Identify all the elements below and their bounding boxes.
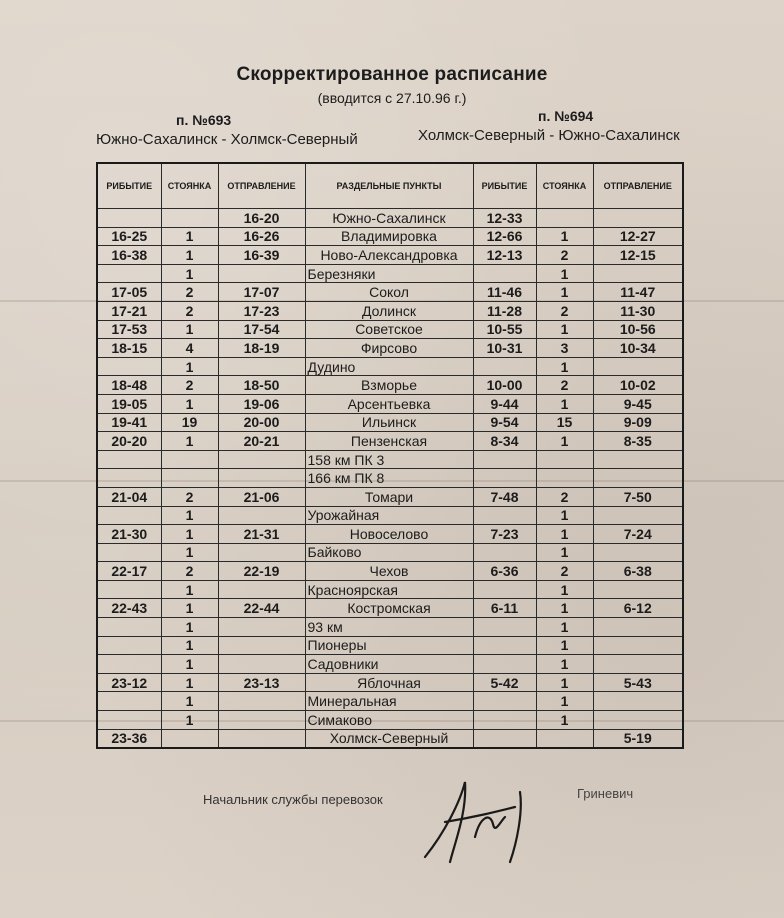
table-row [97,469,683,488]
time-cell [473,729,536,748]
time-cell: 2 [536,376,593,395]
station-cell: Взморье [305,376,473,395]
time-cell: 11-46 [473,283,536,302]
time-cell: 21-06 [218,487,305,506]
time-cell: 1 [536,692,593,711]
document-title: Скорректированное расписание [236,64,548,85]
time-cell: 7-50 [593,487,683,506]
document-subtitle: (вводится с 27.10.96 г.) [317,90,467,106]
time-cell: 1 [161,357,218,376]
time-cell: 4 [161,339,218,358]
station-cell: Арсентьевка [305,394,473,413]
time-cell: 1 [536,394,593,413]
station-cell: Южно-Сахалинск [305,209,473,228]
time-cell: 1 [536,636,593,655]
time-cell: 1 [161,711,218,730]
time-cell [593,469,683,488]
time-cell: 1 [161,618,218,637]
time-cell [97,692,161,711]
time-cell: 22-43 [97,599,161,618]
station-cell: Холмск-Северный [305,729,473,748]
time-cell [218,450,305,469]
table-row [97,711,683,730]
time-cell: 2 [536,246,593,265]
table-row [97,580,683,599]
column-header: ОТПРАВЛЕНИЕ [593,163,683,209]
table-row [97,394,683,413]
table-row [97,320,683,339]
time-cell [218,655,305,674]
time-cell: 10-34 [593,339,683,358]
time-cell: 1 [161,636,218,655]
time-cell [536,450,593,469]
time-cell: 1 [161,227,218,246]
time-cell: 19-05 [97,394,161,413]
time-cell: 1 [161,320,218,339]
time-cell: 17-07 [218,283,305,302]
time-cell [218,506,305,525]
table-row [97,283,683,302]
time-cell: 17-54 [218,320,305,339]
chief-label: Начальник службы перевозок [203,792,383,807]
time-cell: 17-23 [218,301,305,320]
time-cell: 1 [161,394,218,413]
table-row [97,339,683,358]
station-cell: Пензенская [305,432,473,451]
time-cell: 1 [161,580,218,599]
time-cell: 22-19 [218,562,305,581]
station-cell: 166 км ПК 8 [305,469,473,488]
time-cell: 1 [536,599,593,618]
time-cell: 1 [161,246,218,265]
time-cell: 10-00 [473,376,536,395]
route-right: Холмск-Северный - Южно-Сахалинск [418,127,680,144]
time-cell [218,580,305,599]
station-cell: Садовники [305,655,473,674]
table-row [97,506,683,525]
time-cell: 1 [536,673,593,692]
station-cell: Долинск [305,301,473,320]
time-cell [97,209,161,228]
time-cell [161,209,218,228]
time-cell [593,711,683,730]
time-cell [218,543,305,562]
table-row [97,636,683,655]
station-cell: Владимировка [305,227,473,246]
time-cell [473,357,536,376]
table-row [97,673,683,692]
time-cell: 9-44 [473,394,536,413]
time-cell [218,469,305,488]
time-cell: 1 [161,692,218,711]
time-cell: 1 [161,543,218,562]
time-cell: 7-23 [473,525,536,544]
time-cell: 1 [161,506,218,525]
time-cell: 18-15 [97,339,161,358]
time-cell: 19-06 [218,394,305,413]
time-cell [473,580,536,599]
time-cell: 18-19 [218,339,305,358]
station-cell: Байково [305,543,473,562]
time-cell: 23-36 [97,729,161,748]
time-cell [218,357,305,376]
table-row [97,357,683,376]
time-cell: 9-54 [473,413,536,432]
table-row [97,729,683,748]
time-cell: 20-21 [218,432,305,451]
time-cell: 1 [536,264,593,283]
station-cell: Советское [305,320,473,339]
time-cell: 15 [536,413,593,432]
table-row [97,525,683,544]
time-cell [218,636,305,655]
time-cell [218,692,305,711]
time-cell [536,209,593,228]
table-row [97,264,683,283]
time-cell [473,450,536,469]
time-cell: 1 [536,283,593,302]
time-cell [97,580,161,599]
time-cell [97,450,161,469]
time-cell [473,692,536,711]
time-cell: 1 [161,599,218,618]
column-header: СТОЯНКА [536,163,593,209]
time-cell [593,636,683,655]
time-cell: 21-04 [97,487,161,506]
time-cell: 2 [161,562,218,581]
table-row [97,692,683,711]
time-cell [218,618,305,637]
time-cell: 10-02 [593,376,683,395]
schedule-table [96,162,684,749]
time-cell: 22-44 [218,599,305,618]
time-cell: 1 [536,655,593,674]
time-cell: 16-39 [218,246,305,265]
time-cell [218,711,305,730]
column-header: РАЗДЕЛЬНЫЕ ПУНКТЫ [305,163,473,209]
time-cell [536,729,593,748]
station-cell: Минеральная [305,692,473,711]
station-cell: Березняки [305,264,473,283]
time-cell: 1 [161,264,218,283]
time-cell: 6-38 [593,562,683,581]
station-cell: Костромская [305,599,473,618]
time-cell: 20-00 [218,413,305,432]
time-cell [97,357,161,376]
time-cell: 18-50 [218,376,305,395]
time-cell [473,469,536,488]
time-cell: 17-53 [97,320,161,339]
time-cell: 16-25 [97,227,161,246]
time-cell: 2 [536,562,593,581]
time-cell: 6-36 [473,562,536,581]
station-cell: Новоселово [305,525,473,544]
time-cell [473,655,536,674]
station-cell: Фирсово [305,339,473,358]
time-cell: 1 [536,525,593,544]
time-cell: 1 [536,618,593,637]
time-cell: 1 [536,320,593,339]
time-cell: 1 [536,580,593,599]
station-cell: 158 км ПК 3 [305,450,473,469]
time-cell [473,618,536,637]
time-cell [218,264,305,283]
station-cell: Сокол [305,283,473,302]
time-cell [473,506,536,525]
time-cell: 6-11 [473,599,536,618]
column-header: СТОЯНКА [161,163,218,209]
time-cell [97,618,161,637]
time-cell [97,655,161,674]
time-cell [161,729,218,748]
time-cell [97,711,161,730]
table-row [97,599,683,618]
time-cell [593,264,683,283]
table-row [97,227,683,246]
time-cell: 8-34 [473,432,536,451]
time-cell [593,655,683,674]
time-cell: 12-33 [473,209,536,228]
time-cell [593,692,683,711]
time-cell: 6-12 [593,599,683,618]
time-cell: 18-48 [97,376,161,395]
route-left: Южно-Сахалинск - Холмск-Северный [96,131,358,148]
time-cell [97,543,161,562]
time-cell: 1 [161,673,218,692]
time-cell [473,543,536,562]
station-cell: Дудино [305,357,473,376]
time-cell [161,469,218,488]
station-cell: Симаково [305,711,473,730]
time-cell: 7-24 [593,525,683,544]
time-cell [536,469,593,488]
time-cell: 19-41 [97,413,161,432]
time-cell: 2 [161,487,218,506]
time-cell: 2 [161,301,218,320]
time-cell: 11-30 [593,301,683,320]
station-cell: Томари [305,487,473,506]
time-cell: 16-20 [218,209,305,228]
table-row [97,413,683,432]
time-cell: 23-12 [97,673,161,692]
time-cell [161,450,218,469]
time-cell: 10-55 [473,320,536,339]
time-cell [97,636,161,655]
time-cell: 8-35 [593,432,683,451]
column-header: ОТПРАВЛЕНИЕ [218,163,305,209]
time-cell: 17-21 [97,301,161,320]
time-cell: 23-13 [218,673,305,692]
time-cell [473,636,536,655]
time-cell: 12-66 [473,227,536,246]
table-row [97,301,683,320]
chief-name: Гриневич [577,786,634,801]
time-cell: 16-26 [218,227,305,246]
table-row [97,618,683,637]
table-row [97,209,683,228]
station-cell: Чехов [305,562,473,581]
column-header: РИБЫТИЕ [97,163,161,209]
table-row [97,562,683,581]
table-row [97,487,683,506]
time-cell: 17-05 [97,283,161,302]
time-cell [593,357,683,376]
time-cell: 5-42 [473,673,536,692]
table-header-row [97,163,683,209]
table-row [97,246,683,265]
station-cell: 93 км [305,618,473,637]
station-cell: Красноярская [305,580,473,599]
time-cell: 3 [536,339,593,358]
time-cell [593,580,683,599]
time-cell: 21-30 [97,525,161,544]
time-cell: 9-09 [593,413,683,432]
time-cell: 16-38 [97,246,161,265]
time-cell [218,729,305,748]
time-cell: 5-19 [593,729,683,748]
time-cell [593,618,683,637]
train-number-right: п. №694 [538,108,594,124]
column-header: РИБЫТИЕ [473,163,536,209]
table-row [97,543,683,562]
station-cell: Ильинск [305,413,473,432]
time-cell: 2 [536,487,593,506]
time-cell: 1 [161,525,218,544]
time-cell: 12-13 [473,246,536,265]
time-cell [473,264,536,283]
time-cell: 11-47 [593,283,683,302]
time-cell: 12-27 [593,227,683,246]
time-cell [593,209,683,228]
time-cell: 1 [536,506,593,525]
time-cell: 9-45 [593,394,683,413]
time-cell: 2 [536,301,593,320]
time-cell: 2 [161,283,218,302]
station-cell: Ново-Александровка [305,246,473,265]
time-cell [593,506,683,525]
time-cell [97,264,161,283]
time-cell [473,711,536,730]
time-cell: 1 [536,357,593,376]
station-cell: Урожайная [305,506,473,525]
table-row [97,432,683,451]
station-cell: Яблочная [305,673,473,692]
schedule-body [97,209,683,749]
time-cell: 10-31 [473,339,536,358]
time-cell [593,450,683,469]
table-row [97,376,683,395]
time-cell [593,543,683,562]
time-cell: 20-20 [97,432,161,451]
time-cell: 1 [161,432,218,451]
time-cell: 11-28 [473,301,536,320]
time-cell: 10-56 [593,320,683,339]
time-cell: 1 [536,543,593,562]
time-cell: 2 [161,376,218,395]
time-cell: 7-48 [473,487,536,506]
table-row [97,655,683,674]
table-row [97,450,683,469]
time-cell: 12-15 [593,246,683,265]
station-cell: Пионеры [305,636,473,655]
time-cell: 1 [536,711,593,730]
time-cell [97,506,161,525]
time-cell [97,469,161,488]
time-cell: 1 [536,432,593,451]
train-number-left: п. №693 [176,112,232,128]
time-cell: 21-31 [218,525,305,544]
time-cell: 22-17 [97,562,161,581]
time-cell: 19 [161,413,218,432]
time-cell: 1 [161,655,218,674]
signature [405,762,555,872]
time-cell: 5-43 [593,673,683,692]
time-cell: 1 [536,227,593,246]
